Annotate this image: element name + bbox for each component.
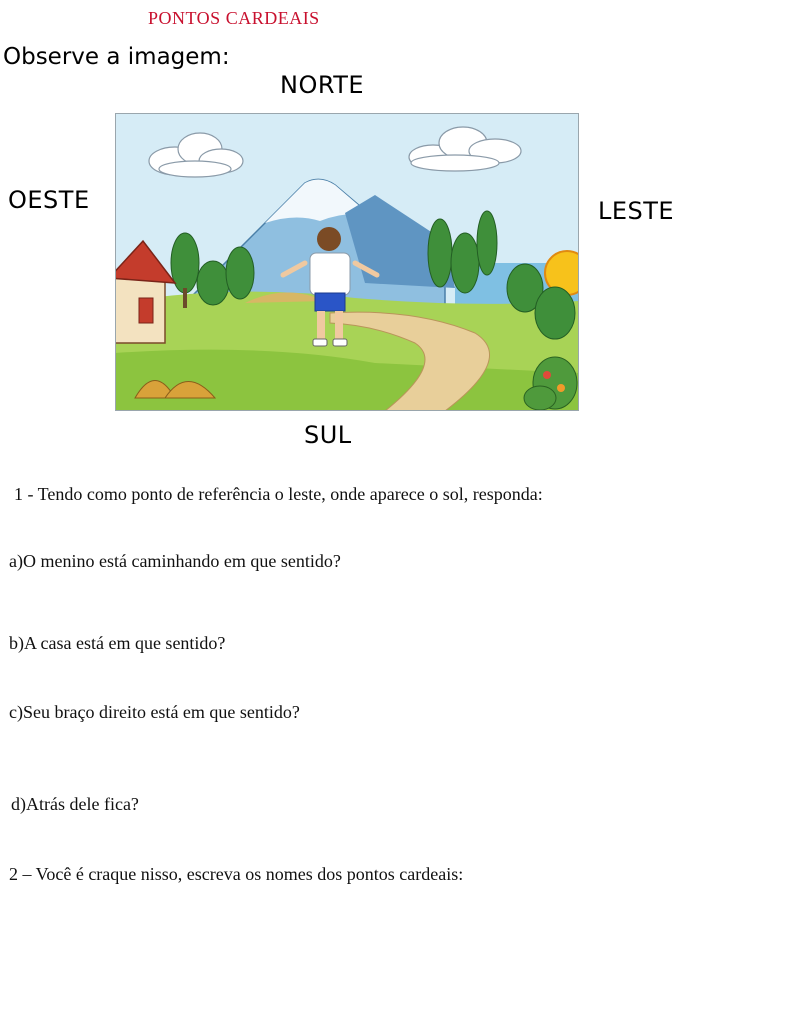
direction-south-label: SUL	[304, 421, 352, 449]
direction-west-label: OESTE	[8, 186, 90, 214]
question-d: d)Atrás dele fica?	[11, 794, 139, 814]
page-title: PONTOS CARDEAIS	[148, 8, 320, 28]
landscape-illustration	[115, 113, 579, 411]
question-1: 1 - Tendo como ponto de referência o leste, onde aparece o sol, responda:	[14, 484, 543, 504]
question-b: b)A casa está em que sentido?	[9, 633, 226, 653]
direction-east-label: LESTE	[598, 197, 675, 225]
direction-north-label: NORTE	[280, 71, 365, 99]
question-c: c)Seu braço direito está em que sentido?	[9, 702, 300, 722]
question-a: a)O menino está caminhando em que sentido?	[9, 551, 341, 571]
instruction-text: Observe a imagem:	[3, 44, 230, 70]
question-2: 2 – Você é craque nisso, escreva os nomes dos pontos cardeais:	[9, 864, 464, 884]
